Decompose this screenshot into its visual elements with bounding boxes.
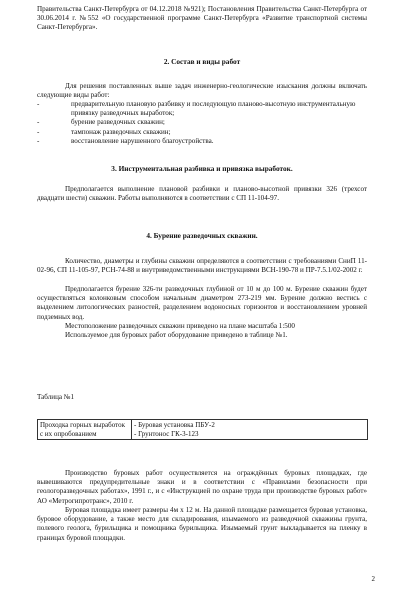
section-4-paragraph-1: Количество, диаметры и глубины скважин определяются в соответствии с требованиями СниП 11-02-96, СП 11-105-97, РСН-74-88 и внутриведомственными инструкциями ВСН-190-78 и ПР-7.5.1/02-2002 г. — [37, 257, 367, 275]
table-cell-work: Проходка горных выработок с их опробованием — [38, 420, 132, 440]
list-item-marker: - — [37, 118, 40, 127]
drilling-safety-paragraph: Производство буровых работ осуществляется на ограждённых буровых площадках, где вывешиваются предупредительные знаки и в соответствии с «Правилами безопасности при геологоразведочных работах», 1991 г., и с «Инструкцией по охране труда при производстве буровых работ» АО «Метрогипротранс», 2010 г. — [37, 469, 367, 505]
table-caption: Таблица №1 — [37, 393, 75, 401]
section-4-paragraph-2: Предполагается бурение 326-ти разведочных глубиной от 10 м до 100 м. Бурение скважин будет осуществляться колонковым способом начальным диаметром 273-219 мм. Бурение должно вестись с выделением литологических разностей, разделением водоносных горизонтов и восстановлением уровней подземных вод. — [37, 285, 367, 321]
intro-paragraph: Правительства Санкт-Петербурга от 04.12.2018 №921); Постановления Правительства Санкт-Петербурга от 30.06.2014 г. №552 «О государственной программе Санкт-Петербурга «Развитие транспортной системы Санкт-Петербурга». — [37, 5, 367, 32]
section-4-paragraph-4: Используемое для буровых работ оборудование приведено в таблице №1. — [65, 331, 288, 339]
section-3-paragraph: Предполагается выполнение плановой разбивки и планово-высотной привязки 326 (трехсот двадцати шести) скважин. Работы выполняются в соответствии с СП 11-104-97. — [37, 185, 367, 203]
list-item — [37, 118, 367, 127]
list-item — [37, 100, 367, 118]
section-2-heading: 2. Состав и виды работ — [163, 57, 241, 66]
equipment-table — [37, 419, 368, 440]
list-item-text: тампонаж разведочных скважин; — [71, 127, 171, 136]
list-item-text: бурение разведочных скважин; — [71, 118, 165, 127]
list-item — [37, 137, 367, 146]
section-2-paragraph: Для решения поставленных выше задач инженерно-геологические изыскания должны включать следующие виды работ: — [37, 82, 367, 100]
equipment-item: - Грунтонос ГК-3-123 — [134, 429, 199, 438]
section-4-paragraph-3: Местоположение разведочных скважин приведено на плане масштаба 1:500 — [65, 322, 295, 330]
list-item-marker: - — [37, 100, 40, 108]
list-item — [37, 128, 367, 137]
section-4-heading: 4. Бурение разведочных скважин. — [146, 231, 258, 240]
table-cell-equipment — [132, 420, 368, 440]
list-item-text: предварительную плановую разбивку и последующую планово-высотную инструментальную привязку разведочных выработок; — [71, 100, 356, 118]
table-row — [38, 420, 368, 440]
equipment-item: - Буровая установка ПБУ-2 — [134, 421, 215, 429]
drilling-site-paragraph: Буровая площадка имеет размеры 4м х 12 м. На данной площадке размещается буровая установка, буровое оборудование, а также место для складирования, изымаемого из разведочной скважины грунта, полевого геолога, бурильщика и помощника бурильщика. Изымаемый грунт выкладывается на пленку в границах буровой площадки. — [37, 506, 367, 542]
section-3-heading: 3. Инструментальная разбивка и привязка выработок. — [111, 164, 293, 173]
list-item-marker: - — [37, 127, 40, 136]
page-number: 2 — [371, 575, 375, 583]
work-types-list — [37, 100, 367, 146]
list-item-text: восстановление нарушенного благоустройства. — [71, 136, 214, 145]
list-item-marker: - — [37, 136, 40, 145]
